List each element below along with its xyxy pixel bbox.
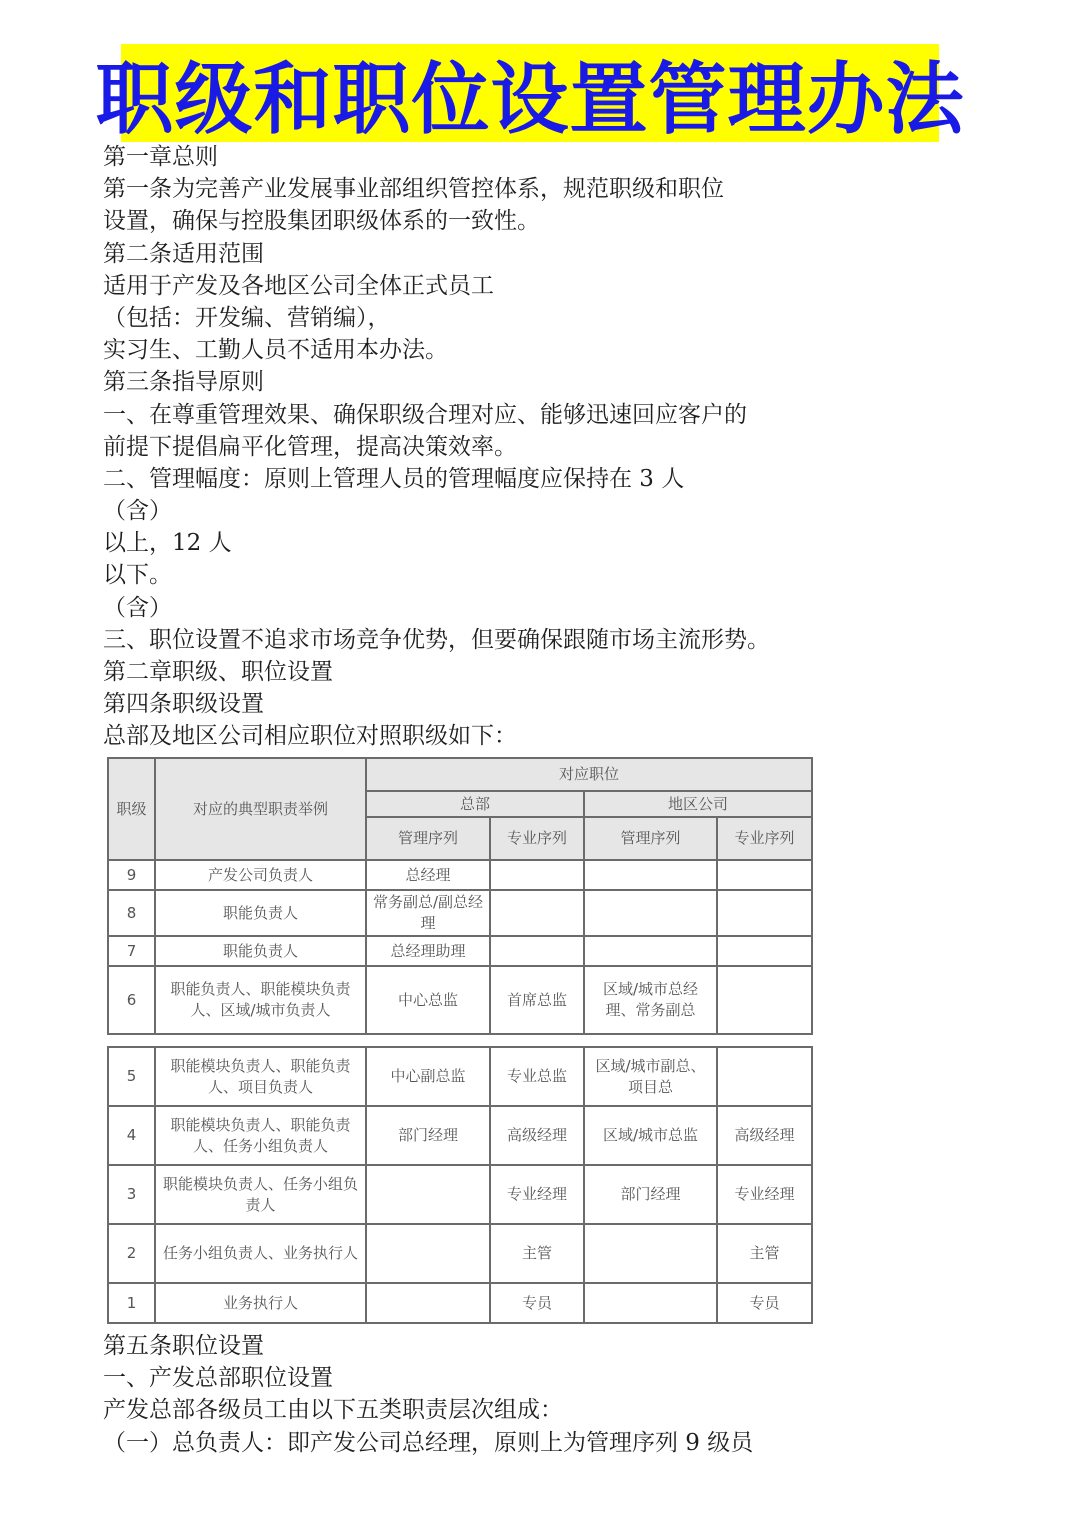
article-4-heading: 第四条职级设置 — [103, 691, 264, 718]
article-2-heading: 第二条适用范围 — [103, 240, 264, 267]
table-intro-line: 总部及地区公司相应职位对照职级如下： — [103, 723, 517, 750]
cell-grade: 4 — [108, 1106, 155, 1165]
header-hq-prof: 专业序列 — [490, 817, 584, 860]
cell-hq-mgmt: 中心总监 — [366, 966, 490, 1034]
cell-region-mgmt — [584, 1224, 717, 1283]
cell-region-prof — [717, 936, 812, 966]
table-row — [108, 1224, 812, 1283]
text-line: 设置，确保与控股集团职级体系的一致性。 — [103, 208, 540, 235]
cell-grade: 7 — [108, 936, 155, 966]
text-line: 以上，12 人 — [103, 530, 232, 557]
table-row — [108, 1106, 812, 1165]
cell-region-prof: 高级经理 — [717, 1106, 812, 1165]
grade-table-part-2 — [107, 1046, 813, 1324]
cell-duties: 任务小组负责人、业务执行人 — [155, 1224, 366, 1283]
cell-region-mgmt — [584, 1283, 717, 1323]
cell-hq-mgmt: 总经理助理 — [366, 936, 490, 966]
cell-duties: 业务执行人 — [155, 1283, 366, 1323]
cell-region-mgmt: 区域/城市总监 — [584, 1106, 717, 1165]
cell-duties: 产发公司负责人 — [155, 860, 366, 890]
header-positions: 对应职位 — [366, 758, 812, 791]
header-region-mgmt: 管理序列 — [584, 817, 717, 860]
header-hq: 总部 — [366, 791, 584, 817]
cell-region-mgmt: 部门经理 — [584, 1165, 717, 1224]
cell-hq-mgmt: 部门经理 — [366, 1106, 490, 1165]
text-line: （一）总负责人：即产发公司总经理，原则上为管理序列 9 级员 — [103, 1429, 754, 1456]
cell-hq-mgmt: 总经理 — [366, 860, 490, 890]
cell-region-mgmt — [584, 860, 717, 890]
cell-duties: 职能负责人 — [155, 936, 366, 966]
header-region-prof: 专业序列 — [717, 817, 812, 860]
cell-hq-mgmt — [366, 1165, 490, 1224]
text-line: 适用于产发及各地区公司全体正式员工 — [103, 272, 494, 299]
title-banner — [95, 44, 965, 145]
table-row — [108, 966, 812, 1034]
cell-duties: 职能负责人 — [155, 890, 366, 936]
chapter-2-heading: 第二章职级、职位设置 — [103, 659, 333, 685]
cell-region-mgmt — [584, 890, 717, 936]
text-line: （含） — [103, 594, 172, 621]
article-5-heading: 第五条职位设置 — [103, 1333, 264, 1359]
cell-hq-prof: 高级经理 — [490, 1106, 584, 1165]
cell-grade: 6 — [108, 966, 155, 1034]
page-title: 职级和职位设置管理办法 — [95, 55, 965, 145]
header-duties: 对应的典型职责举例 — [155, 758, 366, 860]
grade-table-part-1 — [107, 757, 813, 1035]
text-line: 三、职位设置不追求市场竞争优势，但要确保跟随市场主流形势。 — [103, 626, 770, 653]
cell-duties: 职能模块负责人、职能负责人、项目负责人 — [155, 1047, 366, 1106]
cell-region-prof: 主管 — [717, 1224, 812, 1283]
article-3-heading: 第三条指导原则 — [103, 369, 264, 396]
cell-region-prof — [717, 1047, 812, 1106]
header-grade: 职级 — [108, 758, 155, 860]
cell-hq-prof — [490, 890, 584, 936]
cell-region-prof — [717, 860, 812, 890]
cell-grade: 9 — [108, 860, 155, 890]
cell-hq-mgmt — [366, 1283, 490, 1323]
cell-region-prof: 专业经理 — [717, 1165, 812, 1224]
cell-hq-prof: 首席总监 — [490, 966, 584, 1034]
cell-region-prof — [717, 966, 812, 1034]
table-row — [108, 890, 812, 936]
cell-hq-prof: 专业总监 — [490, 1047, 584, 1106]
cell-duties: 职能模块负责人、任务小组负责人 — [155, 1165, 366, 1224]
text-line: 二、管理幅度：原则上管理人员的管理幅度应保持在 3 人 — [103, 465, 685, 492]
table-row — [108, 1165, 812, 1224]
text-line: 以下。 — [103, 562, 172, 589]
table-row — [108, 1047, 812, 1106]
text-line: 产发总部各级员工由以下五类职责层次组成： — [103, 1397, 563, 1424]
cell-hq-prof: 专业经理 — [490, 1165, 584, 1224]
text-line: 一、在尊重管理效果、确保职级合理对应、能够迅速回应客户的 — [103, 401, 747, 428]
text-line: （包括：开发编、营销编）， — [103, 304, 391, 331]
text-line: 第一条为完善产业发展事业部组织管控体系，规范职级和职位 — [103, 176, 724, 203]
cell-grade: 3 — [108, 1165, 155, 1224]
cell-grade: 5 — [108, 1047, 155, 1106]
text-line: （含） — [103, 498, 172, 525]
cell-hq-mgmt — [366, 1224, 490, 1283]
chapter-1-heading: 第一章总则 — [103, 144, 218, 170]
cell-hq-prof: 主管 — [490, 1224, 584, 1283]
cell-grade: 1 — [108, 1283, 155, 1323]
header-hq-mgmt: 管理序列 — [366, 817, 490, 860]
table-row — [108, 936, 812, 966]
cell-duties: 职能负责人、职能模块负责人、区域/城市负责人 — [155, 966, 366, 1034]
cell-hq-mgmt: 中心副总监 — [366, 1047, 490, 1106]
intro-text — [103, 141, 1043, 753]
cell-region-mgmt: 区域/城市总经理、常务副总 — [584, 966, 717, 1034]
outro-text — [103, 1330, 1043, 1459]
text-line: 实习生、工勤人员不适用本办法。 — [103, 337, 448, 364]
table-row — [108, 860, 812, 890]
section-heading: 一、产发总部职位设置 — [103, 1365, 333, 1392]
cell-hq-prof — [490, 860, 584, 890]
cell-region-prof — [717, 890, 812, 936]
cell-grade: 2 — [108, 1224, 155, 1283]
table-row — [108, 1283, 812, 1323]
header-region: 地区公司 — [584, 791, 812, 817]
cell-hq-prof — [490, 936, 584, 966]
cell-grade: 8 — [108, 890, 155, 936]
cell-region-prof: 专员 — [717, 1283, 812, 1323]
cell-region-mgmt — [584, 936, 717, 966]
cell-hq-prof: 专员 — [490, 1283, 584, 1323]
cell-region-mgmt: 区域/城市副总、项目总 — [584, 1047, 717, 1106]
cell-duties: 职能模块负责人、职能负责人、任务小组负责人 — [155, 1106, 366, 1165]
cell-hq-mgmt: 常务副总/副总经理 — [366, 890, 490, 936]
text-line: 前提下提倡扁平化管理，提高决策效率。 — [103, 433, 517, 460]
